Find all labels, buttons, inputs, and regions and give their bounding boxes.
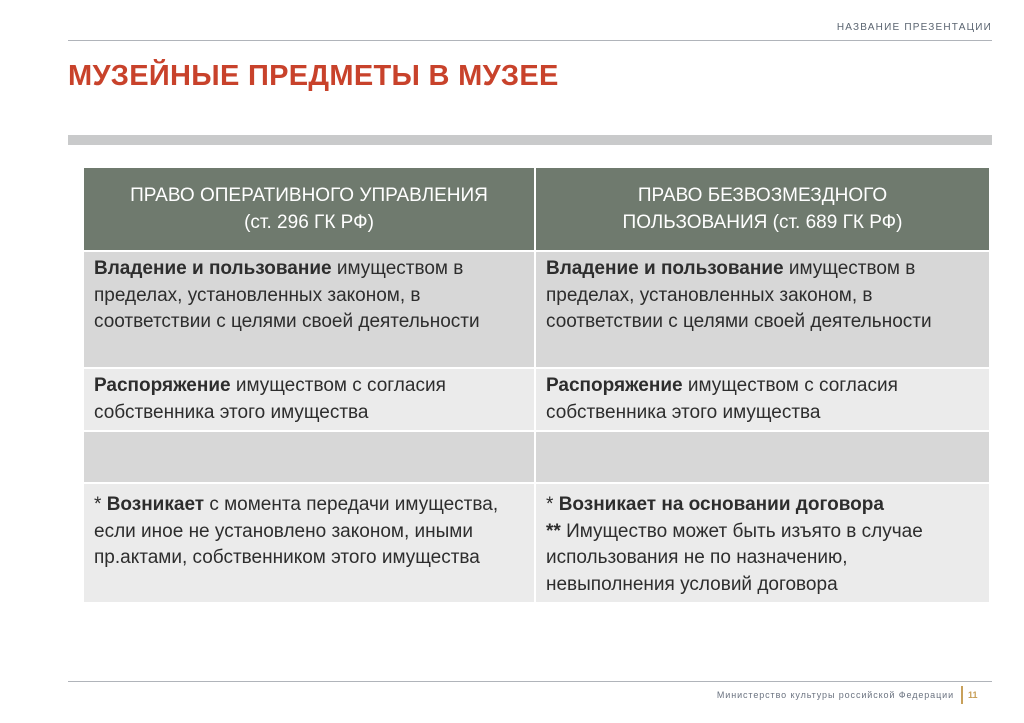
cell-origin-left <box>83 483 535 603</box>
footer-ministry: Министерство культуры российской Федерации <box>716 690 954 700</box>
table-row <box>83 368 990 431</box>
cell-bold: Владение и пользование <box>94 258 332 279</box>
header-free-use <box>535 167 990 251</box>
cell-prefix: * <box>546 494 559 515</box>
cell-origin-right <box>535 483 990 603</box>
cell-disposal-right <box>535 368 990 431</box>
cell-bold: Возникает <box>106 494 205 515</box>
cell-bold: Возникает на основании договора <box>558 494 884 515</box>
cell-possession-left <box>83 251 535 368</box>
cell-prefix: * <box>94 494 107 515</box>
cell-possession-right <box>535 251 990 368</box>
header-left-line1: ПРАВО ОПЕРАТИВНОГО УПРАВЛЕНИЯ <box>130 185 488 206</box>
cell-empty-right <box>535 431 990 483</box>
cell-bold: Распоряжение <box>94 375 231 396</box>
page-number: 11 <box>968 690 978 700</box>
header-right-line2: ПОЛЬЗОВАНИЯ (ст. 689 ГК РФ) <box>622 212 903 233</box>
top-divider <box>68 40 992 41</box>
presentation-name: НАЗВАНИЕ ПРЕЗЕНТАЦИИ <box>836 22 992 33</box>
table-row <box>83 483 990 603</box>
header-right-line1: ПРАВО БЕЗВОЗМЕЗДНОГО <box>637 185 888 206</box>
cell-text: с момента передачи имущества, если иное не установлено законом, иными пр.актами, собственником этого имущества <box>94 494 499 568</box>
cell-text: имуществом в пределах, установленных законом, в соответствии с целями своей деятельности <box>94 258 480 332</box>
cell-disposal-left <box>83 368 535 431</box>
cell-bold-marker: ** <box>546 520 561 542</box>
header-operational-management <box>83 167 535 251</box>
bottom-divider <box>68 681 992 682</box>
cell-bold: Распоряжение <box>546 375 683 396</box>
footer-separator <box>961 686 963 704</box>
cell-text: Имущество может быть изъято в случае использования не по назначению, невыполнения условий договора <box>546 520 923 595</box>
table-row <box>83 251 990 368</box>
cell-empty-left <box>83 431 535 483</box>
header-left-line2: (ст. 296 ГК РФ) <box>244 212 374 233</box>
cell-bold: Владение и пользование <box>546 258 784 279</box>
cell-text: имуществом с согласия собственника этого имущества <box>546 375 898 423</box>
title-underline-bar <box>68 135 992 145</box>
cell-text: имуществом в пределах, установленных законом, в соответствии с целями своей деятельности <box>546 258 932 332</box>
table-row-empty <box>83 431 990 483</box>
comparison-table <box>82 166 991 604</box>
slide-title: МУЗЕЙНЫЕ ПРЕДМЕТЫ В МУЗЕЕ <box>68 60 559 92</box>
cell-text: имуществом с согласия собственника этого имущества <box>94 375 446 423</box>
table-header-row <box>83 167 990 251</box>
